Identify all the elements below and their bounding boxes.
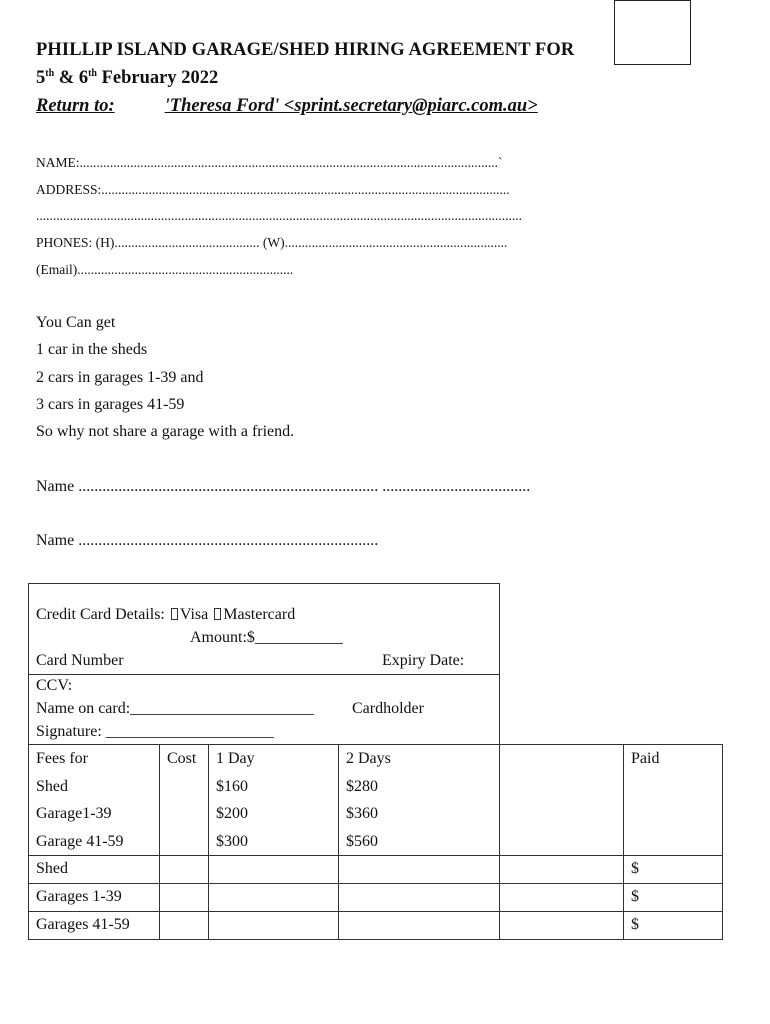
card-number-label[interactable]: Card Number	[36, 652, 124, 669]
blank-header-cell	[500, 745, 624, 856]
table-row	[29, 856, 723, 884]
address-field-line2[interactable]: ................................................................................................................................................	[36, 208, 522, 223]
cardholder-label: Cardholder	[352, 700, 424, 717]
paid-cell[interactable]: $	[624, 856, 723, 884]
paid-cell[interactable]: $	[624, 912, 723, 940]
one-day-cell: 1 Day $160 $200 $300	[209, 745, 339, 856]
name-field-1[interactable]: Name ........................................................................... .....................................	[36, 478, 531, 495]
paid-header: Paid	[624, 745, 723, 856]
credit-card-divider	[28, 674, 500, 675]
info-line-2: 1 car in the sheds	[36, 341, 148, 358]
email-field[interactable]: (Email)................................................................	[36, 262, 294, 277]
cost-cell[interactable]	[160, 884, 209, 912]
blank-cell[interactable]	[500, 856, 624, 884]
cost-header: Cost	[160, 745, 209, 856]
amount-field[interactable]: Amount:$___________	[190, 629, 343, 646]
mastercard-checkbox[interactable]	[214, 608, 221, 620]
visa-label: Visa	[179, 606, 209, 623]
fees-header-row	[29, 745, 723, 856]
day2-cell[interactable]	[339, 856, 500, 884]
info-line-1: You Can get	[36, 314, 116, 331]
corner-box	[614, 0, 691, 65]
fees-table	[28, 744, 723, 940]
event-date: 5th & 6th February 2022	[36, 67, 219, 88]
mastercard-label: Mastercard	[223, 606, 296, 623]
day1-cell[interactable]	[209, 856, 339, 884]
day2-cell[interactable]	[339, 912, 500, 940]
name-on-card-field[interactable]: Name on card:_______________________	[36, 700, 315, 717]
info-line-3: 2 cars in garages 1-39 and	[36, 369, 204, 386]
table-row	[29, 884, 723, 912]
name-field[interactable]: NAME:............................................................................................................................`	[36, 155, 503, 170]
signature-field[interactable]: Signature: _____________________	[36, 723, 274, 740]
row-label: Garages 41-59	[29, 912, 160, 940]
two-days-cell: 2 Days $280 $360 $560	[339, 745, 500, 856]
row-label: Garages 1-39	[29, 884, 160, 912]
ccv-label[interactable]: CCV:	[36, 677, 73, 694]
name-field-2[interactable]: Name ...........................................................................	[36, 532, 379, 549]
info-line-5: So why not share a garage with a friend.	[36, 423, 295, 440]
visa-checkbox[interactable]	[171, 608, 178, 620]
cost-cell[interactable]	[160, 856, 209, 884]
cost-cell[interactable]	[160, 912, 209, 940]
row-label: Shed	[29, 856, 160, 884]
info-line-4: 3 cars in garages 41-59	[36, 396, 185, 413]
credit-card-details: Credit Card Details: Visa Mastercard	[36, 606, 296, 623]
phones-field[interactable]: PHONES: (H)........................................... (W)..................................................................	[36, 235, 508, 250]
page-title: PHILLIP ISLAND GARAGE/SHED HIRING AGREEMENT FOR	[36, 40, 575, 60]
blank-cell[interactable]	[500, 912, 624, 940]
day1-cell[interactable]	[209, 912, 339, 940]
blank-cell[interactable]	[500, 884, 624, 912]
address-field[interactable]: ADDRESS:.........................................................................................................................	[36, 182, 510, 197]
return-contact: 'Theresa Ford' <sprint.secretary@piarc.com.au>	[164, 96, 538, 116]
paid-cell[interactable]: $	[624, 884, 723, 912]
expiry-date-label[interactable]: Expiry Date:	[382, 652, 465, 669]
day1-cell[interactable]	[209, 884, 339, 912]
table-row	[29, 912, 723, 940]
day2-cell[interactable]	[339, 884, 500, 912]
fees-for-cell: Fees for Shed Garage1-39 Garage 41-59	[29, 745, 160, 856]
return-to: Return to: 'Theresa Ford' <sprint.secretary@piarc.com.au>	[36, 96, 538, 116]
